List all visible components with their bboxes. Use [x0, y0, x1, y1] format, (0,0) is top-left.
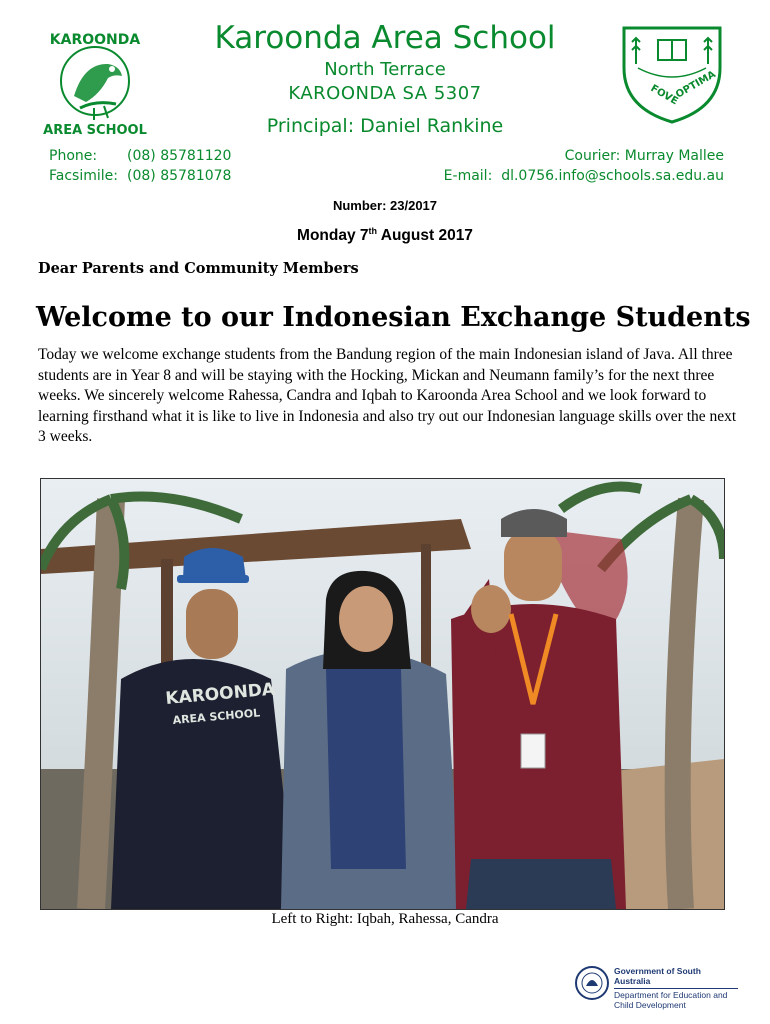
phone-label: Phone: — [49, 148, 98, 164]
newsletter-number: Number: 23/2017 — [332, 198, 438, 213]
shirt-text: KAROONDA — [164, 679, 276, 709]
newsletter-date — [0, 226, 770, 245]
photo-caption: Left to Right: Iqbah, Rahessa, Candra — [271, 911, 499, 927]
shirt-text-2: AREA SCHOOL — [172, 706, 261, 727]
email-row — [444, 166, 724, 186]
date-rest: August 2017 — [377, 227, 473, 245]
logo-text-top: KAROONDA — [49, 32, 141, 48]
fax-label: Facsimile: — [49, 168, 118, 184]
sa-government-crest-icon — [574, 964, 610, 1002]
school-name: Karoonda Area School — [214, 20, 556, 56]
courier-line: Courier: Murray Mallee — [564, 148, 724, 164]
phone-row — [49, 146, 231, 166]
salutation: Dear Parents and Community Members — [38, 260, 359, 277]
contact-left — [49, 146, 231, 186]
logo-text-bottom: AREA SCHOOL — [43, 123, 147, 138]
gov-line-3: Child Development — [614, 1000, 686, 1010]
crest-motto-right: OPTIMA — [674, 69, 718, 101]
email-value[interactable]: dl.0756.info@schools.sa.edu.au — [501, 168, 724, 184]
crest-motto-left: FOVE — [648, 83, 680, 108]
government-footer — [614, 966, 738, 1010]
school-town: KAROONDA SA 5307 — [288, 83, 482, 104]
fax-row — [49, 166, 231, 186]
article-body: Today we welcome exchange students from the Bandung region of the main Indonesian island of Java. All three students are in Year 8 and will be staying with the Hocking, Mickan and Neumann family’s for the next three weeks. We sincerely welcome Rahessa, Candra and Iqbah to Karoonda Area School and we look forward to learning firsthand what it is like to live in Indonesia and also try out our Indonesian language skills over the next 3 weeks. — [38, 346, 737, 445]
date-suffix: th — [368, 226, 378, 236]
gov-line-2: Department for Education and — [614, 990, 728, 1000]
gov-line-1: Government of South Australia — [614, 966, 701, 986]
phone-value: (08) 85781120 — [127, 148, 232, 164]
students-photo — [40, 478, 725, 910]
email-label: E-mail: — [443, 168, 493, 184]
date-day: Monday 7 — [297, 227, 369, 245]
article-headline: Welcome to our Indonesian Exchange Students — [36, 302, 751, 333]
principal-line: Principal: Daniel Rankine — [266, 115, 504, 137]
contact-right — [444, 146, 724, 186]
school-street: North Terrace — [324, 59, 446, 80]
fax-value: (08) 85781078 — [127, 168, 232, 184]
